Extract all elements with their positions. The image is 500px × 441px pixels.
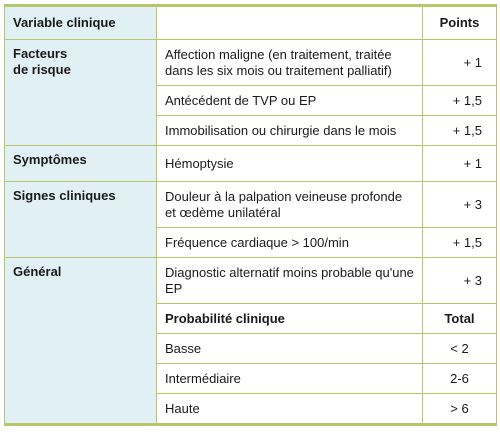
probability-value: 2-6: [423, 364, 497, 394]
criterion-cell: Immobilisation ou chirurgie dans le mois: [157, 116, 423, 146]
category-cell: Général: [5, 258, 157, 425]
probability-label: Haute: [157, 394, 423, 425]
header-blank: [157, 6, 423, 40]
criterion-cell: Hémoptysie: [157, 146, 423, 182]
criterion-cell: Fréquence cardiaque > 100/min: [157, 228, 423, 258]
criterion-cell: Diagnostic alternatif moins probable qu'une EP: [157, 258, 423, 304]
probability-value: < 2: [423, 334, 497, 364]
probability-label: Intermédiaire: [157, 364, 423, 394]
table-row: [5, 146, 497, 182]
category-facteurs: Facteurs de risque: [13, 46, 71, 77]
points-cell: + 1: [423, 146, 497, 182]
table-row: [5, 40, 497, 86]
points-cell: + 1,5: [423, 116, 497, 146]
category-cell: [5, 40, 157, 146]
points-cell: + 3: [423, 258, 497, 304]
criterion-cell: Douleur à la palpation veineuse profonde et œdème unilatéral: [157, 182, 423, 228]
wells-score-table: [4, 4, 497, 426]
criterion-cell: Affection maligne (en traitement, traitée dans les six mois ou traitement palliatif): [157, 40, 423, 86]
points-cell: + 1,5: [423, 86, 497, 116]
category-cell: Symptômes: [5, 146, 157, 182]
criterion-cell: Antécédent de TVP ou EP: [157, 86, 423, 116]
category-cell: Signes cliniques: [5, 182, 157, 258]
header-variable: Variable clinique: [5, 6, 157, 40]
points-cell: + 1: [423, 40, 497, 86]
table-row: [5, 258, 497, 304]
probability-value: > 6: [423, 394, 497, 425]
table-row: [5, 182, 497, 228]
table-header-row: [5, 6, 497, 40]
header-points: Points: [423, 6, 497, 40]
points-cell: + 1,5: [423, 228, 497, 258]
probability-header-total: Total: [423, 304, 497, 334]
probability-header-label: Probabilité clinique: [157, 304, 423, 334]
points-cell: + 3: [423, 182, 497, 228]
probability-label: Basse: [157, 334, 423, 364]
